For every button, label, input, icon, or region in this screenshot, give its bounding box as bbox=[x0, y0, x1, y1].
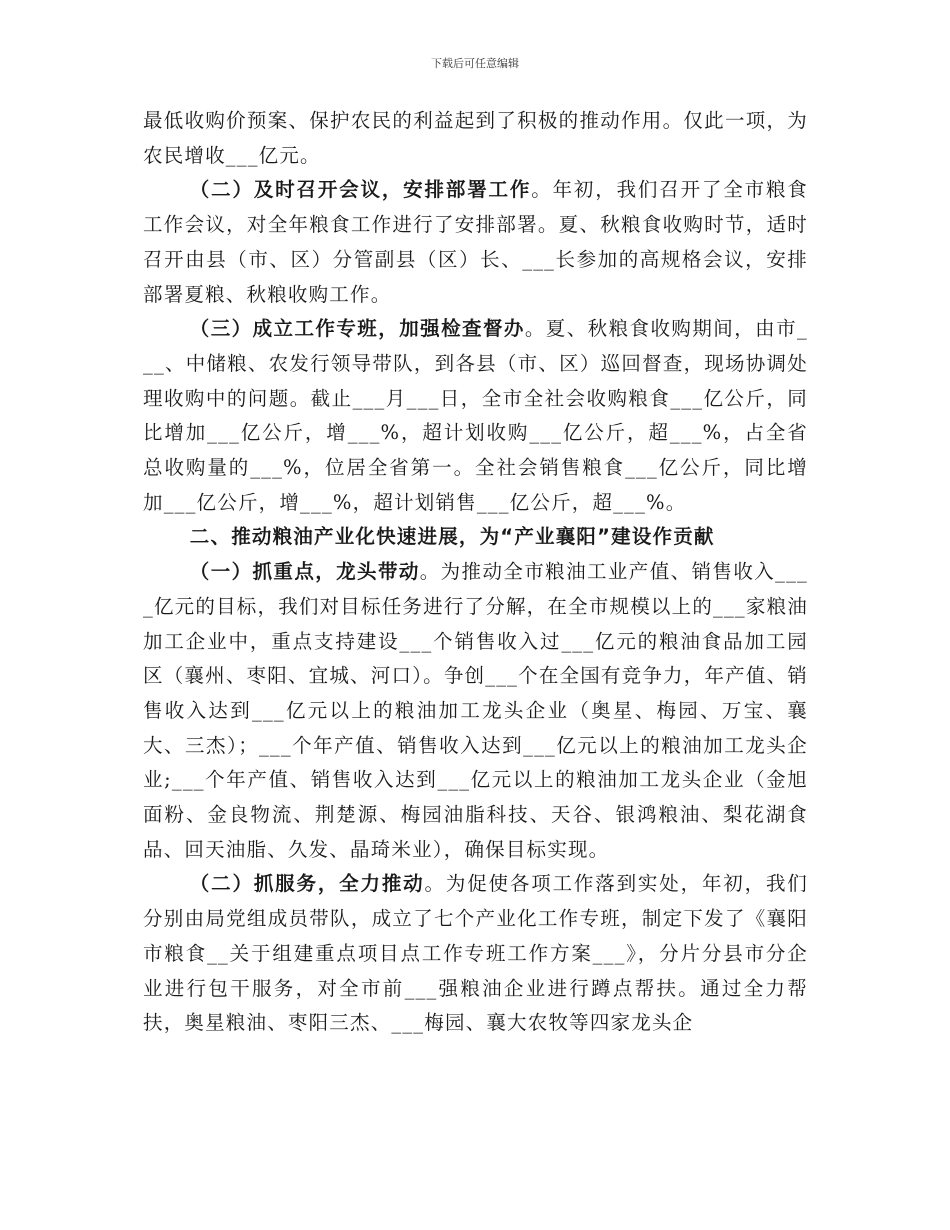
paragraph-text: 。为促使各项工作落到实处，年初，我们分别由局党组成员带队，成立了七个产业化工作专班，制定下发了《襄阳市粮食__关于组建重点项目点工作专班工作方案___》，分片分县市分企业进行包干服务，对全市前___强粮油企业进行蹲点帮扶。通过全力帮扶，奥星粮油、枣阳三杰、___梅园、襄大农牧等四家龙头企 bbox=[143, 872, 808, 1035]
paragraph-4 bbox=[143, 555, 808, 867]
paragraph-lead: （二）及时召开会议，安排部署工作 bbox=[189, 178, 532, 202]
paragraph-text: 。夏、秋粮食收购期间，由市___、中储粮、农发行领导带队，到各县（市、区）巡回督查，现场协调处理收购中的问题。截止___月___日，全市全社会收购粮食___亿公斤，同比增加___亿公斤，增___%，超计划收购___亿公斤，超___%，占全省总收购量的___%，位居全省第一。全社会销售粮食___亿公斤，同比增加___亿公斤，增___%，超计划销售___亿公斤，超___%。 bbox=[143, 317, 808, 514]
paragraph-text: 。年初，我们召开了全市粮食工作会议，对全年粮食工作进行了安排部署。夏、秋粮食收购时节，适时召开由县（市、区）分管副县（区）长、___长参加的高规格会议，安排部署夏粮、秋粮收购工作。 bbox=[143, 178, 809, 306]
paragraph-3 bbox=[143, 312, 808, 520]
document-body bbox=[143, 104, 808, 1041]
page-header: 下载后可任意编辑 bbox=[431, 57, 519, 70]
paragraph-2 bbox=[143, 173, 808, 312]
paragraph-1 bbox=[143, 104, 808, 173]
paragraph-5 bbox=[143, 867, 808, 1041]
paragraph-lead: （三）成立工作专班，加强检查督办 bbox=[189, 317, 525, 341]
paragraph-lead: （二）抓服务，全力推动 bbox=[189, 872, 425, 896]
section-heading: 二、推动粮油产业化快速进展，为“产业襄阳”建设作贡献 bbox=[189, 525, 715, 549]
paragraph-text: 最低收购价预案、保护农民的利益起到了积极的推动作用。仅此一项，为农民增收___亿元。 bbox=[143, 109, 808, 167]
paragraph-lead: （一）抓重点，龙头带动 bbox=[189, 560, 420, 584]
paragraph-text: 。为推动全市粮油工业产值、销售收入____亿元的目标，我们对目标任务进行了分解，在全市规模以上的___家粮油加工企业中，重点支持建设___个销售收入过___亿元的粮油食品加工园区（襄州、枣阳、宜城、河口）。争创___个在全国有竞争力，年产值、销售收入达到___亿元以上的粮油加工龙头企业（奥星、梅园、万宝、襄大、三杰）；___个年产值、销售收入达到___亿元以上的粮油加工龙头企业;___个年产值、销售收入达到___亿元以上的粮油加工龙头企业（金旭面粉、金良物流、荆楚源、梅园油脂科技、天谷、银鸿粮油、梨花湖食品、回天油脂、久发、晶琦米业），确保目标实现。 bbox=[143, 560, 808, 861]
